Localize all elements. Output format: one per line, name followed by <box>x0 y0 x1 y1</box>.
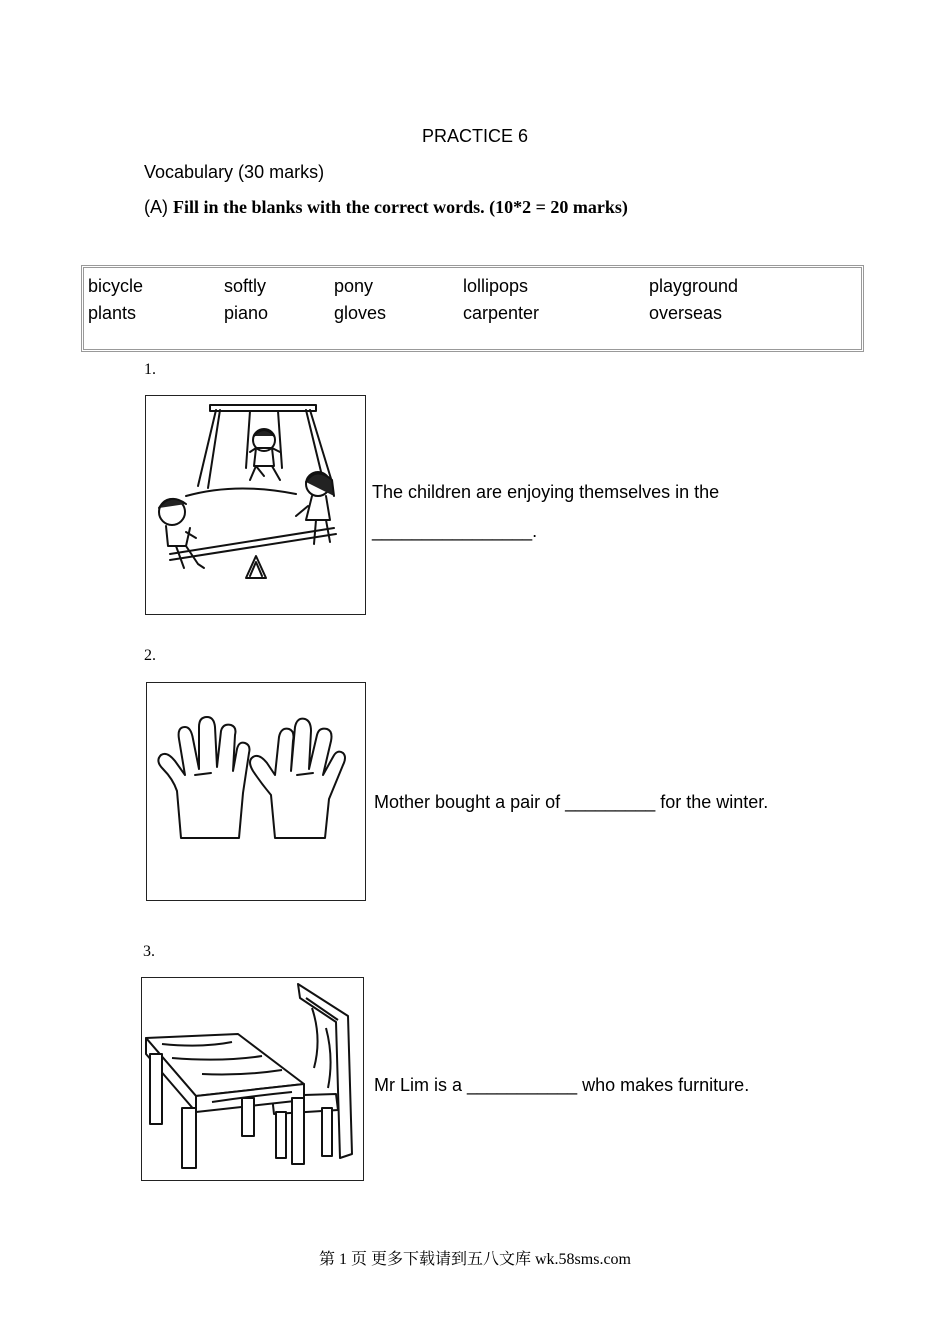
section-heading: Vocabulary (30 marks) <box>144 162 325 182</box>
gloves-drawing <box>147 683 365 900</box>
question-1-blank: ________________. <box>372 521 538 541</box>
word-bank-item: gloves <box>334 303 387 323</box>
word-bank-item: bicycle <box>88 276 144 296</box>
furniture-illustration <box>141 977 364 1181</box>
question-2-text: Mother bought a pair of _________ for the winter. <box>374 792 769 812</box>
table-and-chair-drawing <box>142 978 363 1180</box>
word-bank-item: softly <box>224 276 267 296</box>
question-number: 2. <box>144 647 156 664</box>
question-1-text <box>372 473 719 551</box>
word-bank-item: overseas <box>649 303 723 323</box>
word-bank-item: playground <box>649 276 739 296</box>
question-3-text: Mr Lim is a ___________ who makes furniture. <box>374 1075 750 1095</box>
gloves-illustration <box>146 682 366 901</box>
question-1-line1: The children are enjoying themselves in the <box>372 482 720 502</box>
part-a-label: (A) <box>144 197 168 217</box>
part-a-instruction <box>144 197 628 218</box>
word-bank-item: piano <box>224 303 269 323</box>
word-bank-item: pony <box>334 276 374 296</box>
word-bank <box>81 265 864 352</box>
question-number: 3. <box>143 943 155 960</box>
word-bank-item: lollipops <box>463 276 529 296</box>
question-number: 1. <box>144 361 156 378</box>
page-title: PRACTICE 6 <box>421 126 529 146</box>
playground-drawing <box>146 396 365 614</box>
word-bank-item: plants <box>88 303 137 323</box>
page-footer: 第 1 页 更多下载请到五八文库 wk.58sms.com <box>318 1251 631 1268</box>
playground-illustration <box>145 395 366 615</box>
part-a-text: Fill in the blanks with the correct words. (10*2 = 20 marks) <box>173 197 628 217</box>
word-bank-item: carpenter <box>463 303 540 323</box>
